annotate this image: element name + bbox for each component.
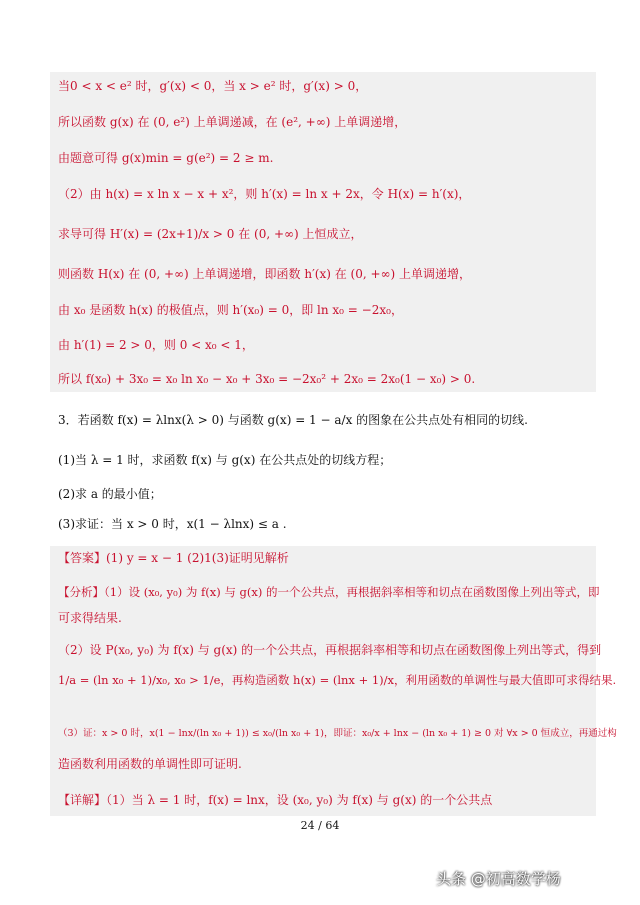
analysis-line: （2）设 P(x₀, y₀) 为 f(x) 与 g(x) 的一个公共点，再根据斜率相等和切点在函数图像上列出等式，得到 — [58, 643, 602, 657]
analysis-line: （3）证：x > 0 时，x(1 − lnx/(ln x₀ + 1)) ≤ x₀/(ln x₀ + 1)，即证：x₀/x + lnx − (ln x₀ + 1) ≥ 0 对 ∀x > 0 恒成立，再通过构 — [58, 728, 617, 739]
text-line: 当0 < x < e² 时，g′(x) < 0，当 x > e² 时，g′(x) > 0， — [58, 79, 368, 93]
question-part: (3)求证：当 x > 0 时，x(1 − λlnx) ≤ a . — [58, 517, 287, 531]
text-line: 所以 f(x₀) + 3x₀ = x₀ ln x₀ − x₀ + 3x₀ = −2x₀² + 2x₀ = 2x₀(1 − x₀) > 0. — [58, 372, 476, 386]
question-part: (2)求 a 的最小值； — [58, 487, 162, 501]
text-line: 由 h′(1) = 2 > 0，则 0 < x₀ < 1， — [58, 338, 254, 352]
analysis-line: 【分析】（1）设 (x₀, y₀) 为 f(x) 与 g(x) 的一个公共点，再根据斜率相等和切点在函数图像上列出等式，即 — [58, 585, 600, 599]
watermark: 头条 @初高数学杨 — [436, 870, 561, 888]
question-part: (1)当 λ = 1 时，求函数 f(x) 与 g(x) 在公共点处的切线方程； — [58, 453, 392, 467]
analysis-line: 1/a = (ln x₀ + 1)/x₀, x₀ > 1/e，再构造函数 h(x) = (lnx + 1)/x，利用函数的单调性与最大值即可求得结果. — [58, 673, 617, 687]
detail-line: 【详解】（1）当 λ = 1 时，f(x) = lnx，设 (x₀, y₀) 为 f(x) 与 g(x) 的一个公共点 — [58, 793, 493, 807]
text-line: 由题意可得 g(x)min = g(e²) = 2 ≥ m. — [58, 151, 274, 165]
text-line: （2）由 h(x) = x ln x − x + x²，则 h′(x) = ln x + 2x，令 H(x) = h′(x)， — [58, 187, 471, 201]
page-number: 24 / 64 — [300, 819, 340, 832]
text-line: 则函数 H(x) 在 (0, +∞) 上单调递增，即函数 h′(x) 在 (0, +∞) 上单调递增， — [58, 267, 472, 281]
text-line: 所以函数 g(x) 在 (0, e²) 上单调递减，在 (e², +∞) 上单调递增， — [58, 115, 407, 129]
analysis-line: 可求得结果. — [58, 611, 122, 625]
answer-line: 【答案】(1) y = x − 1 (2)1(3)证明见解析 — [58, 551, 289, 565]
text-line: 由 x₀ 是函数 h(x) 的极值点，则 h′(x₀) = 0，即 ln x₀ = −2x₀， — [58, 303, 403, 317]
question-title: 3．若函数 f(x) = λlnx(λ > 0) 与函数 g(x) = 1 − a/x 的图象在公共点处有相同的切线. — [58, 413, 528, 427]
analysis-line: 造函数利用函数的单调性即可证明. — [58, 757, 242, 771]
text-line: 求导可得 H′(x) = (2x+1)/x > 0 在 (0, +∞) 上恒成立， — [58, 227, 363, 241]
